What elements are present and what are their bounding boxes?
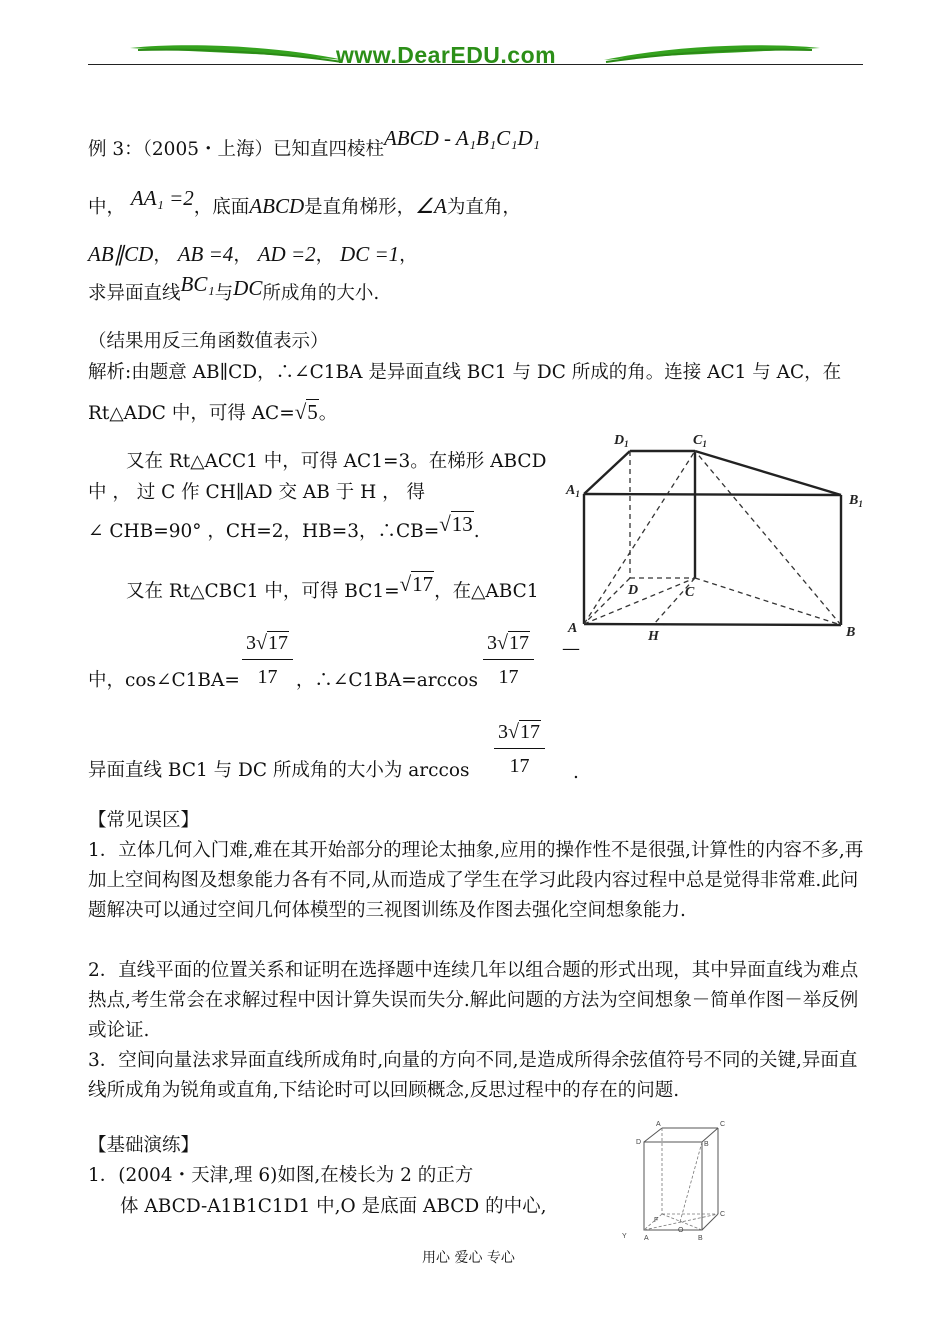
example-line-2: 中， AA₁ =2，底面ABCD是直角梯形，∠A为直角， — [88, 186, 521, 218]
example-note: （结果用反三角函数值表示） — [88, 331, 329, 352]
example-line-1: 例 3：（2005・上海）已知直四棱柱ABCD - A₁B₁C₁D₁ — [88, 126, 540, 160]
header-rule — [88, 64, 863, 65]
solution-line-8: 异面直线 BC1 与 DC 所成角的大小为 arccos — [88, 760, 470, 781]
footer-text: 用心 爱心 专心 — [422, 1250, 515, 1266]
cube-label-b1: B — [704, 1141, 709, 1148]
trailing-dash: — — [562, 638, 580, 659]
cube-label-a1: A — [656, 1121, 661, 1128]
cube-label-c: C — [720, 1211, 726, 1218]
mistake-3: 3．空间向量法求异面直线所成角时,向量的方向不同,是造成所得余弦值符号不同的关键,异面直线所成角为锐角或直角,下结论时可以回顾概念,反思过程中的存在的问题. — [88, 1050, 858, 1101]
cube-label-a: A — [644, 1235, 649, 1242]
site-logo: www.DearEDU.com — [336, 42, 557, 68]
solution-line-7: 中，cos∠C1BA= ，∴∠C1BA=arccos — [88, 670, 479, 691]
label-d1: $D_1$ — [614, 433, 629, 449]
prism-name: ABCD - A₁B₁C₁D₁ — [383, 126, 540, 150]
solution-line-8-period: . — [573, 762, 579, 783]
solution-line-4: 中 ， 过 C 作 CH∥AD 交 AB 于 H ， 得 — [88, 482, 425, 503]
cos-fraction: $\frac{3√17}{17}$ — [242, 632, 293, 689]
label-b: B — [846, 625, 856, 640]
example-line-3: AB∥CD， AB =4， AD =2， DC =1， — [88, 242, 418, 266]
solution-line-5: ∠ CHB=90° ，CH=2，HB=3，∴CB=√13. — [88, 512, 480, 542]
mistakes-heading: 【常见误区】 — [88, 810, 200, 831]
arccos-fraction-2: $\frac{3√17}{17}$ — [494, 721, 545, 778]
example-question: 求异面直线BC₁与DC所成角的大小. — [88, 272, 380, 304]
cube-figure — [618, 1118, 728, 1248]
label-c: C — [685, 585, 695, 600]
solution-line-2: Rt△ADC 中，可得 AC=√5。 — [88, 400, 338, 424]
prism-solid-edges — [584, 451, 841, 625]
label-a: A — [568, 621, 578, 636]
solution-line-3: 又在 Rt△ACC1 中，可得 AC1=3。在梯形 ABCD — [126, 451, 547, 472]
prism-dashed-edges — [584, 451, 841, 625]
cube-label-c1: C — [720, 1121, 726, 1128]
arccos-fraction-1: $\frac{3√17}{17}$ — [483, 632, 534, 689]
cube-label-b: B — [698, 1235, 703, 1242]
mistake-1: 1．立体几何入门难,难在其开始部分的理论太抽象,应用的操作性不是很强,计算性的内容不多,再加上空间构图及想象能力各有不同,从而造成了学生在学习此段内容过程中总是觉得非常难.此问题解决可以通过空间几何体模型的三视图训练及作图去强化空间想象能力. — [88, 840, 864, 921]
label-h: H — [648, 629, 659, 644]
cube-label-f: F — [654, 1217, 659, 1224]
label-a1: $A_1$ — [566, 483, 580, 499]
base-name: ABCD — [249, 194, 305, 218]
solution-line-1: 解析:由题意 AB∥CD，∴∠C1BA 是异面直线 BC1 与 DC 所成的角。连接 AC1 与 AC，在 — [88, 362, 842, 383]
cube-label-d1: D — [636, 1139, 642, 1146]
aa1-value: AA₁ =2 — [130, 186, 194, 210]
label-c1: $C_1$ — [693, 433, 707, 449]
practice-heading: 【基础演练】 — [88, 1135, 200, 1156]
prism-figure — [556, 428, 876, 648]
cube-label-o: O — [678, 1227, 684, 1234]
solution-line-6: 又在 Rt△CBC1 中，可得 BC1=√17，在△ABC1 — [126, 572, 539, 602]
mistake-2: 2．直线平面的位置关系和证明在选择题中连续几年以组合题的形式出现，其中异面直线为难点热点,考生常会在求解过程中因计算失误而失分.解此问题的方法为空间想象－简单作图－举反例或论证. — [88, 960, 859, 1041]
label-b1: $B_1$ — [849, 493, 863, 509]
practice-q1-line-2: 体 ABCD-A1B1C1D1 中,O 是底面 ABCD 的中心, — [120, 1196, 547, 1217]
practice-q1-line-1: 1．(2004・天津,理 6)如图,在棱长为 2 的正方 — [88, 1165, 474, 1186]
angle-a: ∠A — [415, 194, 447, 218]
label-d: D — [628, 583, 639, 598]
cube-label-y: Y — [622, 1233, 627, 1240]
